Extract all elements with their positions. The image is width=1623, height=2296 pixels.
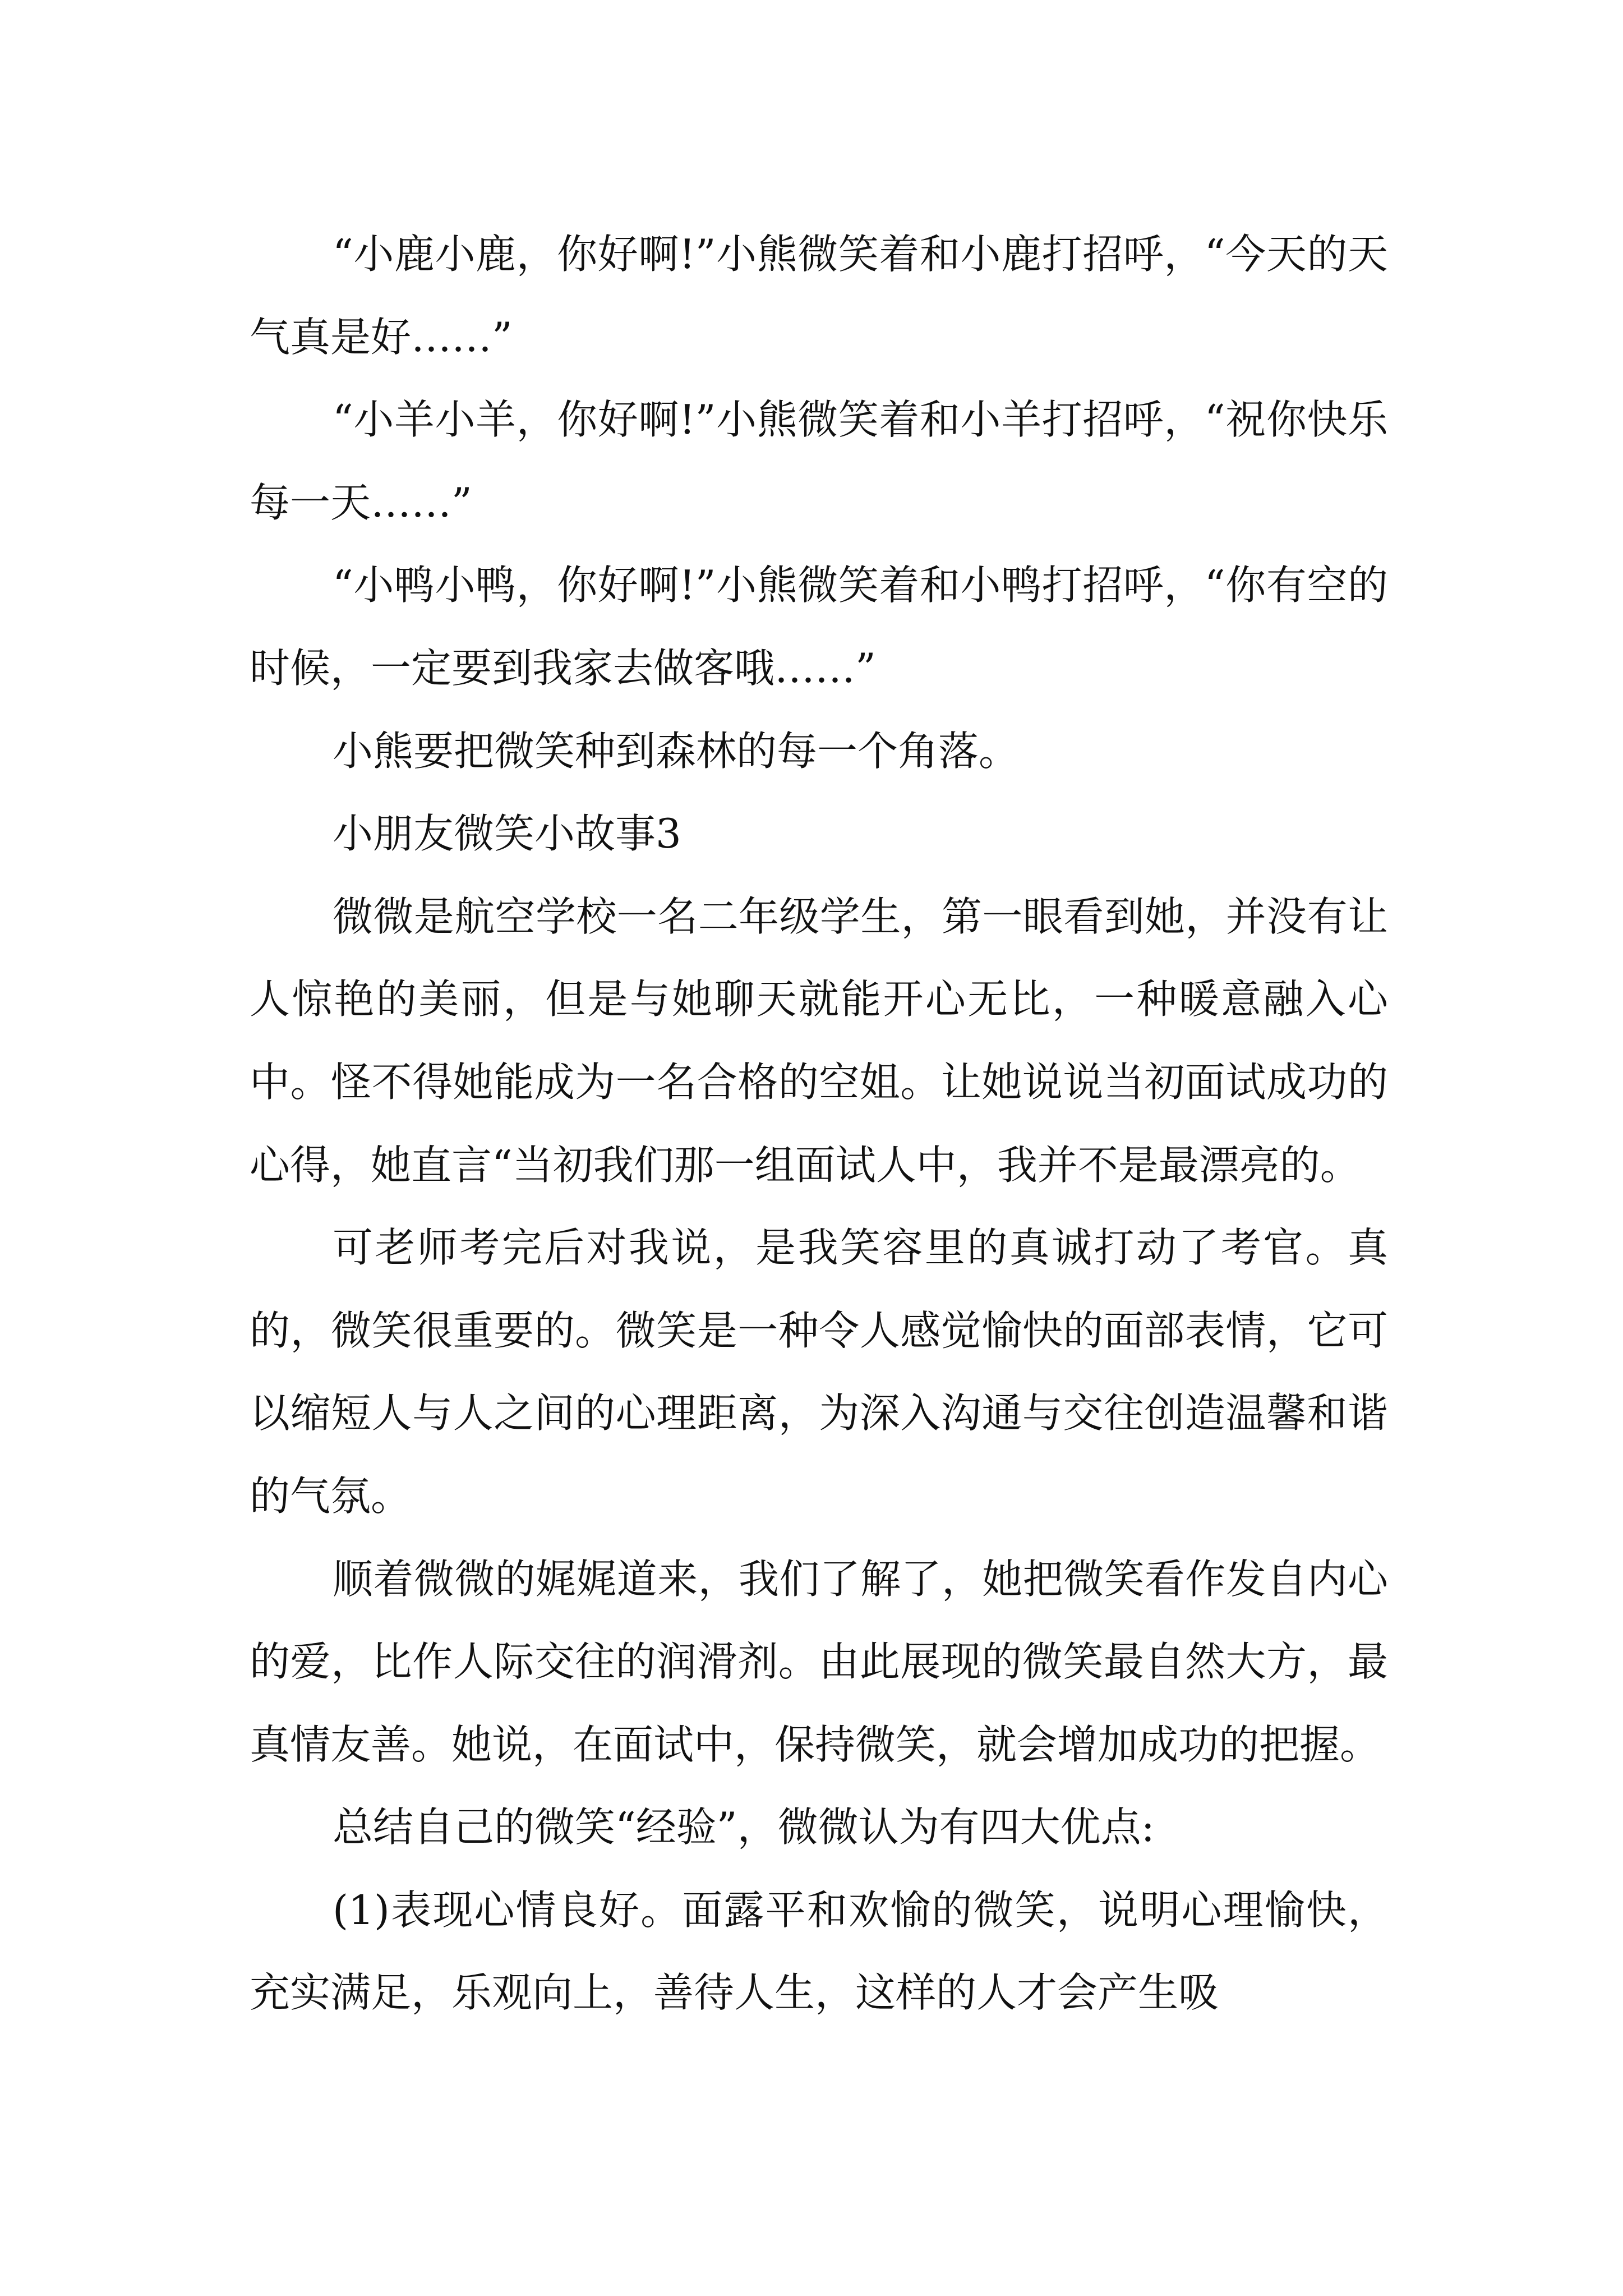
paragraph-8: 顺着微微的娓娓道来，我们了解了，她把微笑看作发自内心的爱，比作人际交往的润滑剂。由此展现的微笑最自然大方，最真情友善。她说，在面试中，保持微笑，就会增加成功的把握。 bbox=[250, 1555, 1388, 1768]
paragraph-10: (1)表现心情良好。面露平和欢愉的微笑，说明心理愉快，充实满足，乐观向上，善待人生，这样的人才会产生吸 bbox=[250, 1886, 1388, 2017]
paragraph-1: “小鹿小鹿，你好啊!”小熊微笑着和小鹿打招呼，“今天的天气真是好……” bbox=[250, 231, 1388, 361]
paragraph-2: “小羊小羊，你好啊!”小熊微笑着和小羊打招呼，“祝你快乐每一天……” bbox=[250, 396, 1388, 526]
paragraph-3: “小鸭小鸭，你好啊!”小熊微笑着和小鸭打招呼，“你有空的时候，一定要到我家去做客哦……” bbox=[250, 562, 1388, 692]
paragraph-4: 小熊要把微笑种到森林的每一个角落。 bbox=[333, 727, 1020, 775]
section-heading: 小朋友微笑小故事3 bbox=[333, 810, 681, 858]
paragraph-7: 可老师考完后对我说，是我笑容里的真诚打动了考官。真的，微笑很重要的。微笑是一种令人感觉愉快的面部表情，它可以缩短人与人之间的心理距离，为深入沟通与交往创造温馨和谐的气氛。 bbox=[250, 1224, 1388, 1520]
document-body bbox=[250, 213, 1388, 2035]
paragraph-6: 微微是航空学校一名二年级学生，第一眼看到她，并没有让人惊艳的美丽，但是与她聊天就能开心无比，一种暖意融入心中。怪不得她能成为一名合格的空姐。让她说说当初面试成功的心得，她直言“当初我们那一组面试人中，我并不是最漂亮的。 bbox=[250, 892, 1388, 1189]
paragraph-9: 总结自己的微笑“经验”，微微认为有四大优点: bbox=[333, 1803, 1155, 1851]
